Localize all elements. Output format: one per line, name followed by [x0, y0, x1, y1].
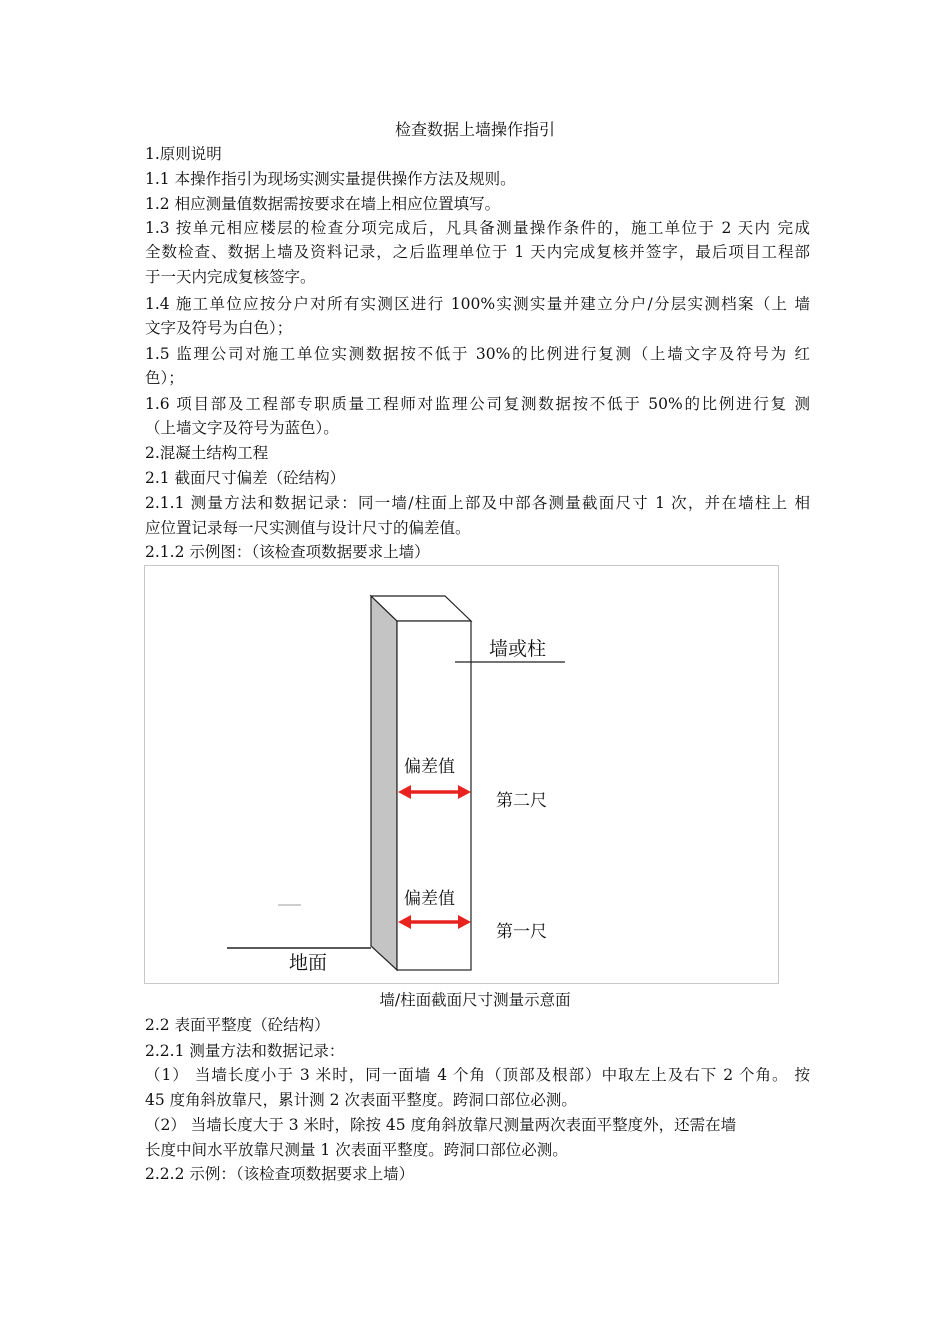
paragraph-2-2-1-item-1-line-1: （1） 当墙长度小于 3 米时，同一面墙 4 个角（顶部及根部）中取左上及右下 2 个角。 按 [145, 1066, 810, 1084]
first-ruler-label: 第一尺 [496, 922, 547, 942]
heading-concrete: 2.混凝土结构工程 [145, 444, 269, 462]
paragraph-2-2-1-item-2-line-2: 长度中间水平放靠尺测量 1 次表面平整度。跨洞口部位必测。 [145, 1141, 568, 1159]
paragraph-2-1-1-line-2: 应位置记录每一尺实测值与设计尺寸的偏差值。 [145, 519, 471, 537]
deviation-label-upper: 偏差值 [404, 757, 455, 777]
paragraph-1-4-line-2: 文字及符号为白色）； [145, 319, 293, 337]
paragraph-1-1: 1.1 本操作指引为现场实测实量提供操作方法及规则。 [145, 170, 516, 188]
deviation-label-lower: 偏差值 [404, 889, 455, 909]
heading-principles: 1.原则说明 [145, 145, 222, 163]
paragraph-1-4-line-1: 1.4 施工单位应按分户对所有实测区进行 100%实测实量并建立分户/分层实测档案（上 墙 [145, 295, 810, 313]
paragraph-1-3-line-3: 于一天内完成复核签字。 [145, 268, 316, 286]
heading-2-1: 2.1 截面尺寸偏差（砼结构） [145, 469, 346, 487]
paragraph-2-2-1: 2.2.1 测量方法和数据记录： [145, 1042, 345, 1060]
paragraph-1-5-line-1: 1.5 监理公司对施工单位实测数据按不低于 30%的比例进行复测（上墙文字及符号为 红 [145, 345, 810, 363]
paragraph-2-1-2: 2.1.2 示例图：（该检查项数据要求上墙） [145, 543, 430, 561]
document-title: 检查数据上墙操作指引 [394, 120, 555, 139]
heading-2-2: 2.2 表面平整度（砼结构） [145, 1016, 330, 1034]
paragraph-1-6-line-2: （上墙文字及符号为蓝色）。 [145, 419, 339, 437]
ground-label: 地面 [289, 952, 328, 974]
paragraph-1-2: 1.2 相应测量值数据需按要求在墙上相应位置填写。 [145, 195, 501, 213]
second-ruler-label: 第二尺 [496, 791, 547, 811]
figure-caption: 墙/柱面截面尺寸测量示意面 [379, 991, 571, 1009]
paragraph-2-2-1-item-1-line-2: 45 度角斜放靠尺，累计测 2 次表面平整度。跨洞口部位必测。 [145, 1091, 577, 1109]
paragraph-1-5-line-2: 色）； [145, 369, 184, 387]
paragraph-1-3-line-2: 全数检查、数据上墙及资料记录，之后监理单位于 1 天内完成复核并签字，最后项目工程部 [145, 243, 810, 261]
paragraph-1-6-line-1: 1.6 项目部及工程部专职质量工程师对监理公司复测数据按不低于 50%的比例进行复 测 [145, 395, 810, 413]
paragraph-1-3-line-1: 1.3 按单元相应楼层的检查分项完成后，凡具备测量操作条件的，施工单位于 2 天内 完成 [145, 219, 810, 237]
wall-section-figure [144, 565, 779, 984]
wall-side-face [371, 596, 397, 970]
wall-or-column-label: 墙或柱 [489, 638, 547, 660]
paragraph-2-2-2: 2.2.2 示例：（该检查项数据要求上墙） [145, 1165, 415, 1183]
paragraph-2-1-1-line-1: 2.1.1 测量方法和数据记录：同一墙/柱面上部及中部各测量截面尺寸 1 次，并在墙柱上 相 [145, 494, 810, 512]
wall-diagram [145, 566, 780, 985]
paragraph-2-2-1-item-2-line-1: （2） 当墙长度大于 3 米时，除按 45 度角斜放靠尺测量两次表面平整度外，还需在墙 [145, 1116, 737, 1134]
